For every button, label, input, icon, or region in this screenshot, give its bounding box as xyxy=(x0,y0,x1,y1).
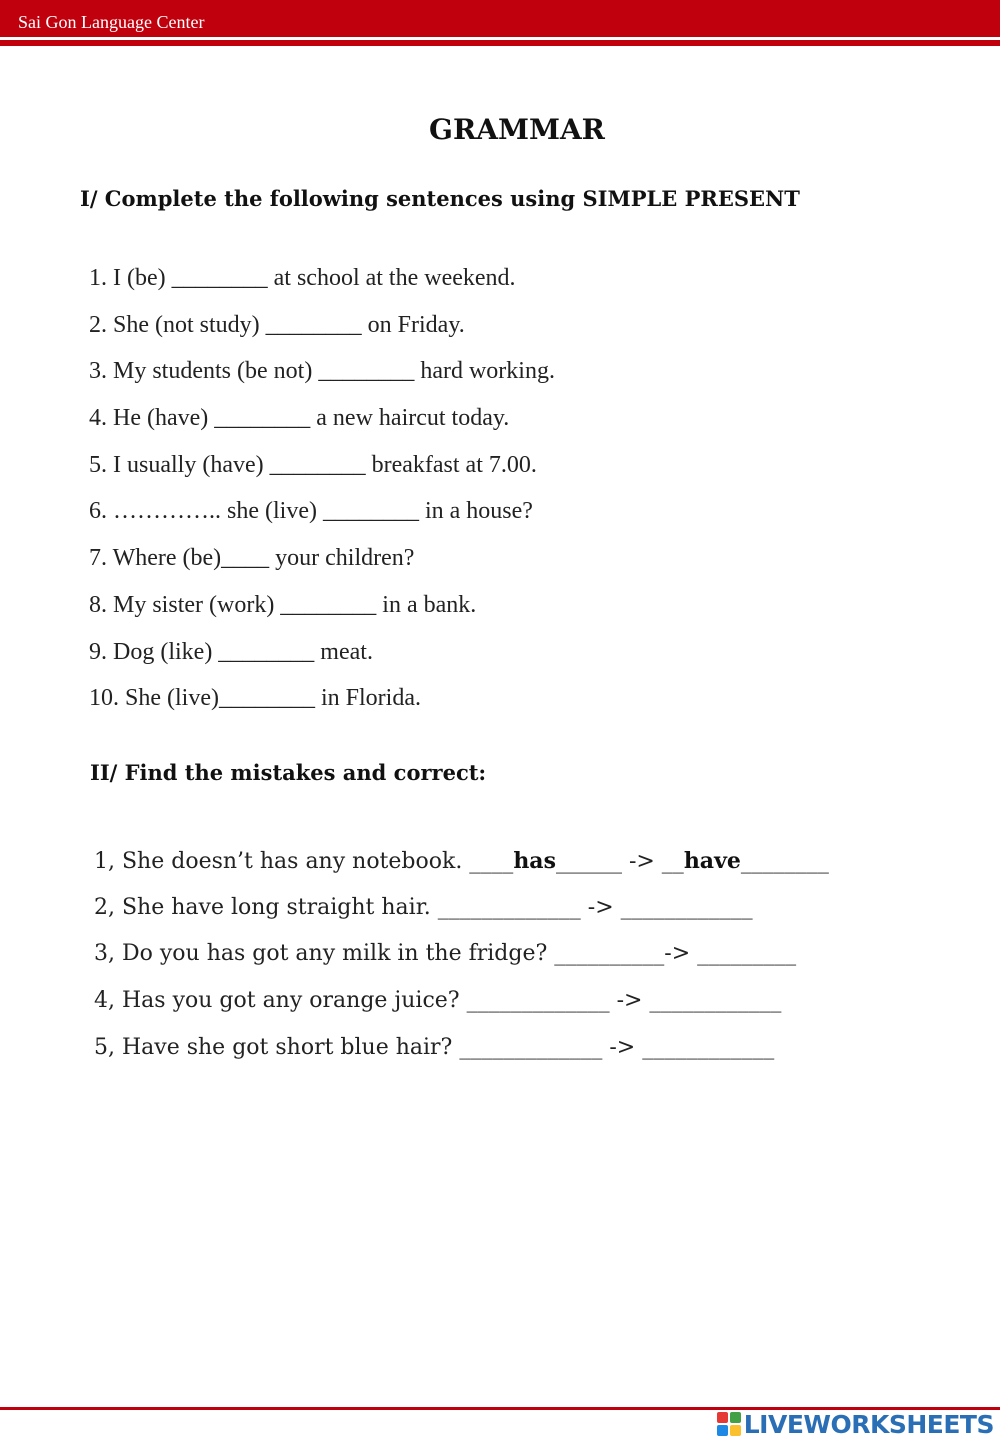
correction-word: have xyxy=(683,848,741,874)
liveworksheets-logo-icon xyxy=(717,1412,741,1436)
exercise1-list xyxy=(89,258,555,725)
logo-text: LIVEWORKSHEETS xyxy=(743,1409,994,1439)
exercise1-item-1: 1. I (be) ________ at school at the weekend. xyxy=(89,265,516,291)
liveworksheets-logo xyxy=(717,1410,994,1438)
exercise1-item-4: 4. He (have) ________ a new haircut today. xyxy=(89,405,510,432)
exercise1-item-2: 2. She (not study) ________ on Friday. xyxy=(89,311,465,338)
logo-square-blue xyxy=(717,1425,728,1436)
exercise1-item-5: 5. I usually (have) ________ breakfast at 7.00. xyxy=(89,451,537,478)
mistake-word: has xyxy=(513,848,556,874)
logo-square-yellow xyxy=(730,1425,741,1436)
exercise2-item-1-text-a: 1, She doesn’t has any notebook. ____ xyxy=(94,849,514,874)
page-title: GRAMMAR xyxy=(429,113,605,146)
section1-heading: I/ Complete the following sentences using SIMPLE PRESENT xyxy=(80,186,800,211)
header-bar xyxy=(0,0,1000,37)
logo-square-green xyxy=(730,1412,741,1423)
exercise1-item-8: 8. My sister (work) ________ in a bank. xyxy=(89,591,477,618)
logo-square-red xyxy=(717,1412,728,1423)
exercise2-item-5: 5, Have she got short blue hair? _____________ -> ____________ xyxy=(94,1034,775,1060)
exercise1-item-10: 10. She (live)________ in Florida. xyxy=(89,685,421,712)
exercise1-item-9: 9. Dog (like) ________ meat. xyxy=(89,638,373,665)
header-divider xyxy=(0,40,1000,46)
exercise1-item-7: 7. Where (be)____ your children? xyxy=(89,545,415,572)
exercise2-item-1-text-c: ________ xyxy=(740,849,829,874)
exercise2-item-1 xyxy=(94,842,829,889)
exercise1-item-6: 6. ………….. she (live) ________ in a house? xyxy=(89,498,533,525)
exercise2-item-3: 3, Do you has got any milk in the fridge? __________-> _________ xyxy=(94,941,797,967)
section2-heading: II/ Find the mistakes and correct: xyxy=(90,760,487,785)
center-name: Sai Gon Language Center xyxy=(18,12,205,32)
exercise2-item-2: 2, She have long straight hair. _____________ -> ____________ xyxy=(94,894,753,920)
exercise2-list xyxy=(94,842,829,1075)
exercise2-item-4: 4, Has you got any orange juice? _____________ -> ____________ xyxy=(94,988,782,1014)
exercise1-item-3: 3. My students (be not) ________ hard working. xyxy=(89,358,555,385)
exercise2-item-1-text-b: ______ -> __ xyxy=(555,849,684,874)
